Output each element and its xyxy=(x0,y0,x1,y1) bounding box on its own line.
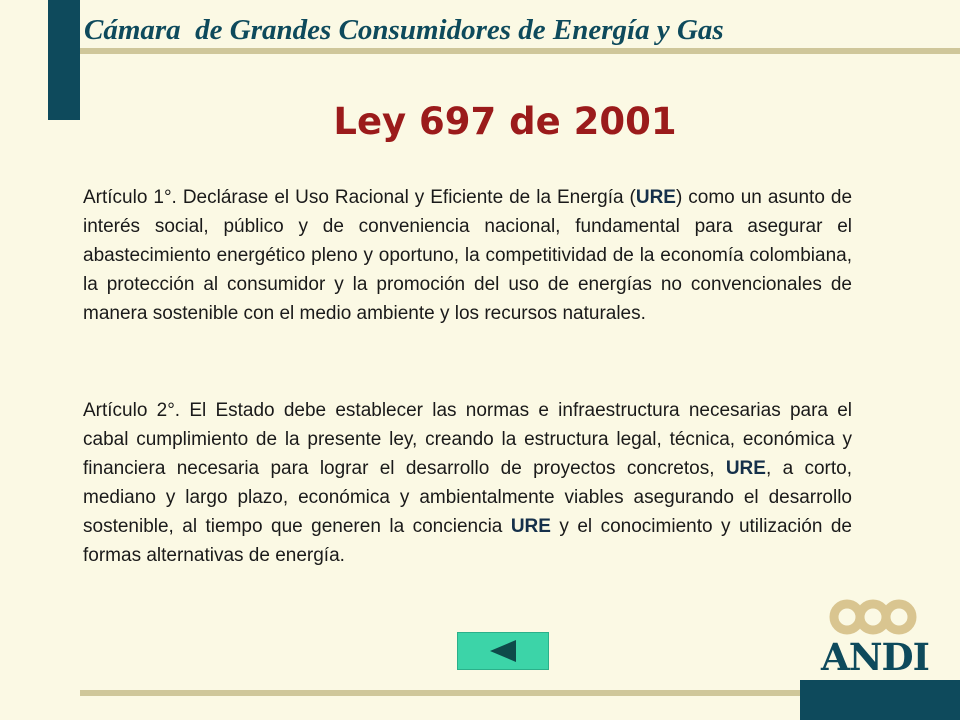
footer-corner-block xyxy=(800,680,960,720)
back-button[interactable] xyxy=(457,632,549,670)
andi-logo xyxy=(805,595,945,680)
footer-divider xyxy=(80,690,800,696)
article-2-text-end: y el conocimiento y utilización de formas alternativas de energía. xyxy=(83,516,852,566)
article-1-text-cont: ) como un asunto de interés social, público y de conveniencia nacional, fundamental para asegurar el abastecimiento energético pleno y oportuno, la competitividad de la economía colombiana, la protección al consumidor y la promoción del uso de energías no convencionales de manera sostenible con el medio ambiente y los recursos naturales. xyxy=(83,187,853,324)
andi-logo-text: ANDI xyxy=(821,635,929,679)
ure-acronym: URE xyxy=(635,187,676,208)
slide-title: Ley 697 de 2001 xyxy=(333,100,677,143)
article-2-paragraph xyxy=(83,396,852,570)
article-1-paragraph xyxy=(83,183,852,328)
article-1-text: Artículo 1°. Declárase el Uso Racional y Eficiente de la Energía ( xyxy=(83,187,636,208)
ure-acronym: URE xyxy=(725,458,766,479)
andi-logo-rings-icon xyxy=(805,595,945,640)
header-divider xyxy=(80,48,960,54)
organization-title: Cámara de Grandes Consumidores de Energía y Gas xyxy=(84,14,724,46)
article-2-text-cont: , a corto, mediano y largo plazo, económica y ambientalmente viables asegurando el desarrollo sostenible, al tiempo que generen la conciencia xyxy=(83,458,852,537)
ure-acronym: URE xyxy=(510,516,551,537)
article-2-text: Artículo 2°. El Estado debe establecer las normas e infraestructura necesarias para el cabal cumplimiento de la presente ley, creando la estructura legal, técnica, económica y financiera necesaria para lograr el desarrollo de proyectos concretos, xyxy=(83,400,852,479)
triangle-left-icon xyxy=(486,638,520,664)
